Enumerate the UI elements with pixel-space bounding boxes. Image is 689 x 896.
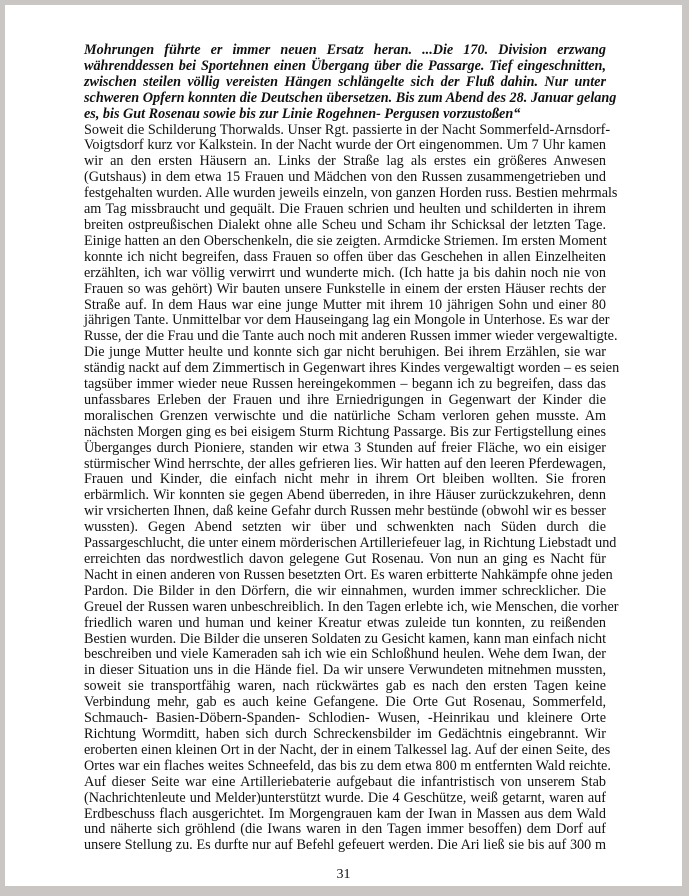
body-line: eroberten einen kleinen Ort in der Nacht, der in einem Talkessel lag. Auf der einen Seite, des — [84, 741, 611, 758]
page-number: 31 — [336, 867, 351, 882]
body-line: moralischen Grenzen verwischte und die natürliche Scham verloren gehen musste. Am — [84, 407, 606, 424]
quote-block — [84, 42, 617, 123]
body-line: tagsüber immer wieder neue Russen hereingekommen – begann ich zu begreifen, dass das — [84, 376, 606, 393]
body-line: jährigen Tante. Unmittelbar vor dem Hauseingang lag ein Mongole in Unterhose. Es war der — [84, 312, 610, 329]
quote-line: Mohrungen führte er immer neuen Ersatz heran. ...Die 170. Division erzwang — [84, 42, 606, 58]
body-line: am Tag missbraucht und gequält. Die Frauen schrien und heulten und schilderten in ihrem — [84, 201, 606, 218]
body-line: Erdbeschuss flach ausgerichtet. Im Morgengrauen kam der Iwan in Massen aus dem Wald — [84, 805, 606, 822]
body-line: Russe, der die Frau und die Tante auch noch mit anderen Russen immer wieder vergewaltigte. — [84, 328, 618, 345]
quote-line: es, bis Gut Rosenau sowie bis zur Linie Rogehnen- Pergusen vorzustoßen“ — [84, 105, 521, 122]
body-line: Die junge Mutter heulte und konnte sich gar nicht beruhigen. Bei ihrem Erzählen, sie war — [84, 344, 606, 361]
body-line: ständig nackt auf dem Zimmertisch in Gegenwart ihres Kindes vergewaltigt worden – es seien — [84, 360, 620, 377]
body-line: beschreiben und viele Kameraden sah ich wie ein Schloßhund heulen. Wehe dem Iwan, der — [84, 646, 606, 663]
body-line: erbärmlich. Wir konnten sie gegen Abend überreden, in ihre Häuser zurückzukehren, denn — [84, 487, 606, 504]
body-line: in dieser Situation uns in die Hände fiel. Da wir unsere Verwundeten mitnehmen mussten, — [84, 662, 606, 679]
body-line: Bestien wurden. Die Bilder die unseren Soldaten zu Gesicht kamen, kann man einfach nicht — [84, 630, 607, 647]
body-line: Straße auf. In dem Haus war eine junge Mutter mit ihrem 10 jährigen Sohn und einer 80 — [84, 296, 606, 313]
body-text — [84, 121, 620, 855]
body-line: Voigtsdorf kurz vor Kalkstein. In der Nacht wurde der Ort eingenommen. Um 7 Uhr kamen — [84, 137, 606, 154]
body-line: wir an den ersten Häusern an. Links der Straße lag als erstes ein größeres Anwesen — [84, 153, 606, 170]
quote-line: schweren Opfern konnten die Deutschen übersetzen. Bis zum Abend des 28. Januar gelang — [84, 89, 617, 106]
body-line: friedlich waren und human und keiner Kreatur etwas zuleide tun konnten, zu reißenden — [84, 614, 606, 631]
body-line: festgehalten wurden. Alle wurden jeweils einzeln, von ganzen Horden russ. Bestien mehrmals — [84, 185, 618, 202]
body-line: Nacht in einen anderen von Russen besetzten Ort. Es waren erbitterte Nahkämpfe ohne jeden — [84, 566, 613, 583]
body-line: Richtung Wormditt, haben sich durch Schreckensbilder im Gedächtnis eingebrannt. Wir — [84, 725, 606, 742]
body-line: Greuel der Russen waren unbeschreiblich. In den Tagen erlebte ich, wie Menschen, die vorher — [84, 598, 619, 615]
body-line: konnte ich nicht begreifen, dass Frauen so offen über das Geschehen in allen Einzelheiten — [84, 248, 606, 265]
body-line: (Gutshaus) in dem etwa 15 Frauen und Mädchen von den Russen zusammengetrieben und — [84, 169, 606, 186]
body-line: Passargeschlucht, die unter einem mörderischen Artilleriefeuer lag, in Richtung Liebstadt und — [84, 535, 617, 552]
body-line: und näherte sich gröhlend (die Iwans waren in den Tagen immer besoffen) dem Dorf auf — [84, 821, 606, 838]
quote-line: zwischen steilen völlig vereisten Hängen schlängelte sich der Fluß dahin. Nur unter — [84, 73, 606, 90]
body-line: unfassbares Erleben der Frauen und ihre Erniedrigungen in Gegenwart der Kinder die — [84, 391, 606, 408]
body-line: wussten). Gegen Abend setzten wir über und schwenkten nach Süden durch die — [84, 519, 606, 536]
body-line: (Nachrichtenleute und Melder)unterstützt wurde. Die 4 Geschütze, weiß getarnt, waren auf — [84, 789, 606, 806]
body-line: unsere Stellung zu. Es durfte nur auf Befehl gefeuert werden. Die Ari ließ sie bis auf 300 m — [84, 837, 606, 854]
body-line: Frauen und Kinder, die einfach nicht mehr in ihrem Ort bleiben wollten. Sie froren — [84, 471, 606, 488]
body-line: Ortes war ein flaches weites Schneefeld, das bis zu dem etwa 800 m entfernten Wald reichte. — [84, 757, 611, 774]
body-line: soweit sie transportfähig waren, nach rückwärtes gab es nach den ersten Tagen keine — [84, 678, 606, 695]
body-line: Frauen so was gehört) Wir bauten unsere Funkstelle in einem der ersten Häuser rechts der — [84, 280, 606, 297]
body-line: Soweit die Schilderung Thorwalds. Unser Rgt. passierte in der Nacht Sommerfeld-Arnsdorf- — [84, 121, 611, 138]
body-line: erzählten, ich war völlig verwirrt und wunderte mich. (Ich hatte ja bis dahin noch nie von — [84, 264, 606, 281]
body-line: Schmauch- Basien-Döbern-Spanden- Schlodien- Wusen, -Heinrikau und kleinere Orte — [84, 710, 606, 727]
page-text — [84, 42, 620, 854]
quote-line: währenddessen bei Sportehnen einen Übergang über die Passarge. Tief eingeschnitten, — [84, 57, 606, 74]
body-line: Überganges durch Pioniere, standen wir etwa 3 Stunden auf freier Fläche, wo ein eisiger — [84, 439, 606, 456]
body-line: nächsten Morgen ging es bei eisigem Sturm Richtung Passarge. Bis zur Fertigstellung eines — [84, 423, 606, 440]
body-line: stürmischer Wind herrschte, der alles gefrieren lies. Wir hatten auf den leeren Pferdewagen, — [84, 455, 606, 472]
body-line: breiten ostpreußischen Dialekt ohne alle Scheu und Scham ihr Schicksal der letzten Tage. — [84, 216, 606, 233]
body-line: Pardon. Die Bilder in den Dörfern, die wir einnahmen, wurden immer schrecklicher. Die — [84, 582, 606, 599]
body-line: Auf dieser Seite war eine Artilleriebaterie aufgebaut die infantristisch von unserem Stab — [84, 773, 606, 790]
body-line: erreichten das nordwestlich davon gelegene Gut Rosenau. Von nun an ging es Nacht für — [84, 551, 606, 567]
body-line: Einige hatten an den Oberschenkeln, die sie zeigten. Armdicke Striemen. Im ersten Moment — [84, 232, 607, 249]
body-line: Verbindung mehr, gab es auch keine Gefangene. Die Orte Gut Rosenau, Sommerfeld, — [84, 694, 606, 711]
document-page — [5, 5, 682, 886]
body-line: wir vrsicherten Ihnen, daß keine Gefahr durch Russen mehr bestünde (obwohl wir es besser — [84, 503, 606, 520]
